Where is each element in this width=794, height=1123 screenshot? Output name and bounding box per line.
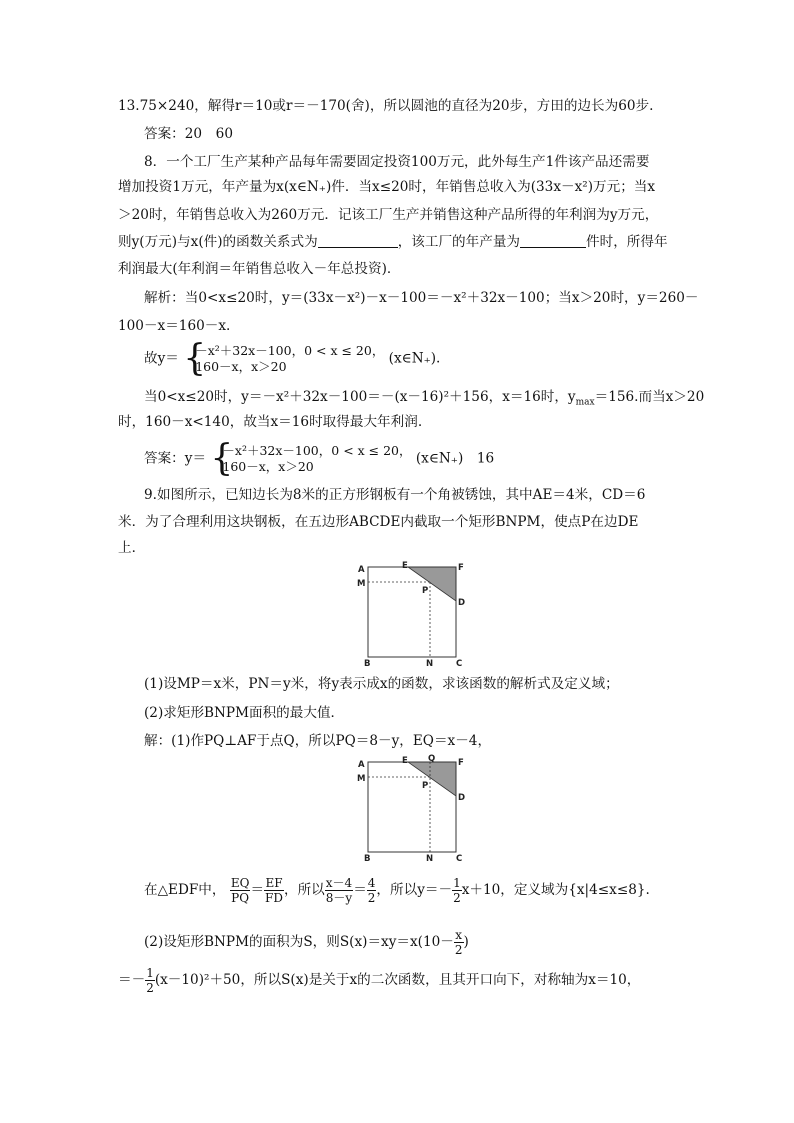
- problem-8-text: ，该工厂的年产量为: [397, 234, 521, 250]
- label-e: E: [402, 756, 408, 766]
- denominator: PQ: [231, 891, 250, 905]
- answer-8: [144, 438, 495, 479]
- denominator: 8－y: [325, 891, 353, 905]
- problem-8-line: 利润最大(年利润＝年销售总收入－年总投资)．: [118, 261, 401, 277]
- piecewise-prefix: 故y＝: [144, 350, 179, 367]
- label-a: A: [358, 760, 365, 770]
- fraction: [454, 928, 464, 957]
- denominator: 2: [454, 943, 463, 957]
- fraction: [452, 876, 462, 905]
- answer-7: 答案：20 60: [144, 126, 233, 142]
- problem-8-line: 增加投资1万元，年产量为x(x∈N₊)件．当x≤20时，年销售总收入为(33x－x²)万元；当x: [118, 179, 656, 195]
- solution-9-line: 解：(1)作PQ⊥AF于点Q，所以PQ＝8－y，EQ＝x－4，: [144, 733, 492, 749]
- fraction: [367, 876, 377, 905]
- numerator: 4: [367, 876, 376, 890]
- label-a: A: [358, 565, 365, 575]
- solution-8-line: 100－x＝160－x.: [118, 318, 231, 334]
- numerator: EQ: [230, 876, 250, 890]
- denominator: 2: [367, 891, 376, 905]
- label-p: P: [422, 781, 429, 791]
- label-c: C: [456, 659, 463, 669]
- corroded-region: [408, 762, 456, 796]
- label-b: B: [364, 659, 371, 669]
- numerator: 1: [146, 966, 154, 980]
- solution-8-line: [144, 387, 704, 413]
- problem-8-line: 8．一个工厂生产某种产品每年需要固定投资100万元，此外每生产1件该产品还需要: [144, 154, 650, 170]
- square-plate-figure: [350, 560, 470, 670]
- solution-8-line: 时，160－x<140，故当x＝16时取得最大年利润.: [118, 414, 423, 430]
- problem-9-line: 米．为了合理利用这块钢板，在五边形ABCDE内截取一个矩形BNPM，使点P在边DE: [118, 514, 639, 530]
- fraction: [230, 876, 251, 905]
- problem-8-line: ＞20时，年销售总收入为260万元．记该工厂生产并销售这种产品所得的年利润为y万元，: [118, 207, 659, 223]
- fraction: [325, 876, 353, 905]
- equals-sign: ＝: [250, 882, 265, 898]
- numerator: x: [455, 928, 463, 942]
- piecewise-row: 160－x，x＞20: [195, 359, 287, 374]
- square-plate-figure-with-q: [350, 754, 470, 866]
- label-b: B: [364, 854, 371, 864]
- brace-icon: {: [183, 338, 207, 379]
- problem-9-line: 9.如图所示，已知边长为8米的正方形钢板有一个角被锈蚀，其中AE＝4米，CD＝6: [144, 487, 646, 503]
- denominator: 2: [146, 981, 154, 995]
- denominator: 2: [453, 891, 461, 905]
- label-m: M: [357, 579, 366, 589]
- solution-9-equation: [144, 876, 650, 905]
- solution-9-text: ，所以: [283, 882, 325, 898]
- answer-prefix: 答案：y＝: [144, 450, 207, 467]
- problem-8-line: [118, 232, 668, 252]
- answer-blank: [520, 233, 586, 248]
- piecewise-brace: [210, 438, 412, 479]
- piecewise-brace: [183, 338, 385, 379]
- numerator: 1: [453, 876, 461, 890]
- piecewise-row: －x²＋32x－100，0 < x ≤ 20，: [222, 443, 412, 458]
- solution-8-text: 当0<x≤20时，y＝－x²＋32x－100＝－(x－16)²＋156，x＝16时，y: [144, 389, 576, 405]
- piecewise-row: －x²＋32x－100，0 < x ≤ 20，: [195, 343, 385, 358]
- solution-9-text: ＝－: [118, 972, 146, 988]
- label-c: C: [456, 854, 463, 864]
- answer-suffix: (x∈N₊) 16: [415, 450, 495, 467]
- answer-blank: [318, 233, 398, 248]
- problem-8-text: 则y(万元)与x(件)的函数关系式为: [118, 234, 318, 250]
- solution-9-text: ): [463, 934, 469, 950]
- label-m: M: [357, 774, 366, 784]
- question-1: (1)设MP＝x米，PN＝y米，将y表示成x的函数，求该函数的解析式及定义域；: [144, 676, 619, 692]
- piecewise-domain: (x∈N₊).: [388, 350, 441, 367]
- numerator: x－4: [325, 876, 353, 890]
- numerator: EF: [265, 876, 283, 890]
- solution-9-text: ，所以y＝－: [376, 882, 453, 898]
- label-n: N: [426, 659, 434, 669]
- denominator: FD: [265, 891, 283, 905]
- label-n: N: [426, 854, 434, 864]
- label-q: Q: [428, 754, 436, 764]
- solution-9-text: (10－: [417, 934, 454, 950]
- solution-9-text: (x－10)²＋50，所以S(x)是关于x的二次函数，且其开口向下，对称轴为x＝10，: [154, 972, 641, 988]
- question-2: (2)求矩形BNPM面积的最大值．: [144, 705, 345, 721]
- solution-9-text: x＋10，定义域为{x|4≤x≤8}.: [461, 882, 650, 898]
- fraction: [264, 876, 284, 905]
- brace-icon: {: [210, 438, 234, 479]
- solution-9-area: [118, 966, 640, 995]
- corroded-region: [408, 567, 456, 601]
- text-line: 13.75×240，解得r＝10或r＝－170(舍)，所以圆池的直径为20步，方田的边长为60步.: [118, 98, 654, 114]
- problem-8-text: 件时，所得年: [586, 234, 668, 250]
- label-f: F: [458, 563, 464, 573]
- label-f: F: [458, 758, 464, 768]
- label-d: D: [458, 598, 466, 608]
- solution-9-area: [144, 928, 469, 957]
- solution-9-text: (2)设矩形BNPM的面积为S，则S(x)＝xy＝x: [144, 934, 418, 950]
- solution-8-line: 解析：当0<x≤20时，y＝(33x－x²)－x－100＝－x²＋32x－100；当x＞20时，y＝260－: [144, 290, 699, 306]
- piecewise-row: 160－x，x＞20: [222, 459, 314, 474]
- label-d: D: [458, 793, 466, 803]
- fraction: [145, 966, 155, 995]
- solution-8-text: ＝156.而当x＞20: [594, 389, 705, 405]
- solution-9-text: 在△EDF中，: [144, 882, 226, 898]
- label-e: E: [402, 561, 408, 571]
- problem-9-line: 上．: [118, 540, 146, 556]
- equals-sign: ＝: [353, 882, 367, 898]
- subscript: max: [575, 397, 595, 408]
- piecewise-function: [144, 338, 441, 379]
- label-p: P: [422, 586, 429, 596]
